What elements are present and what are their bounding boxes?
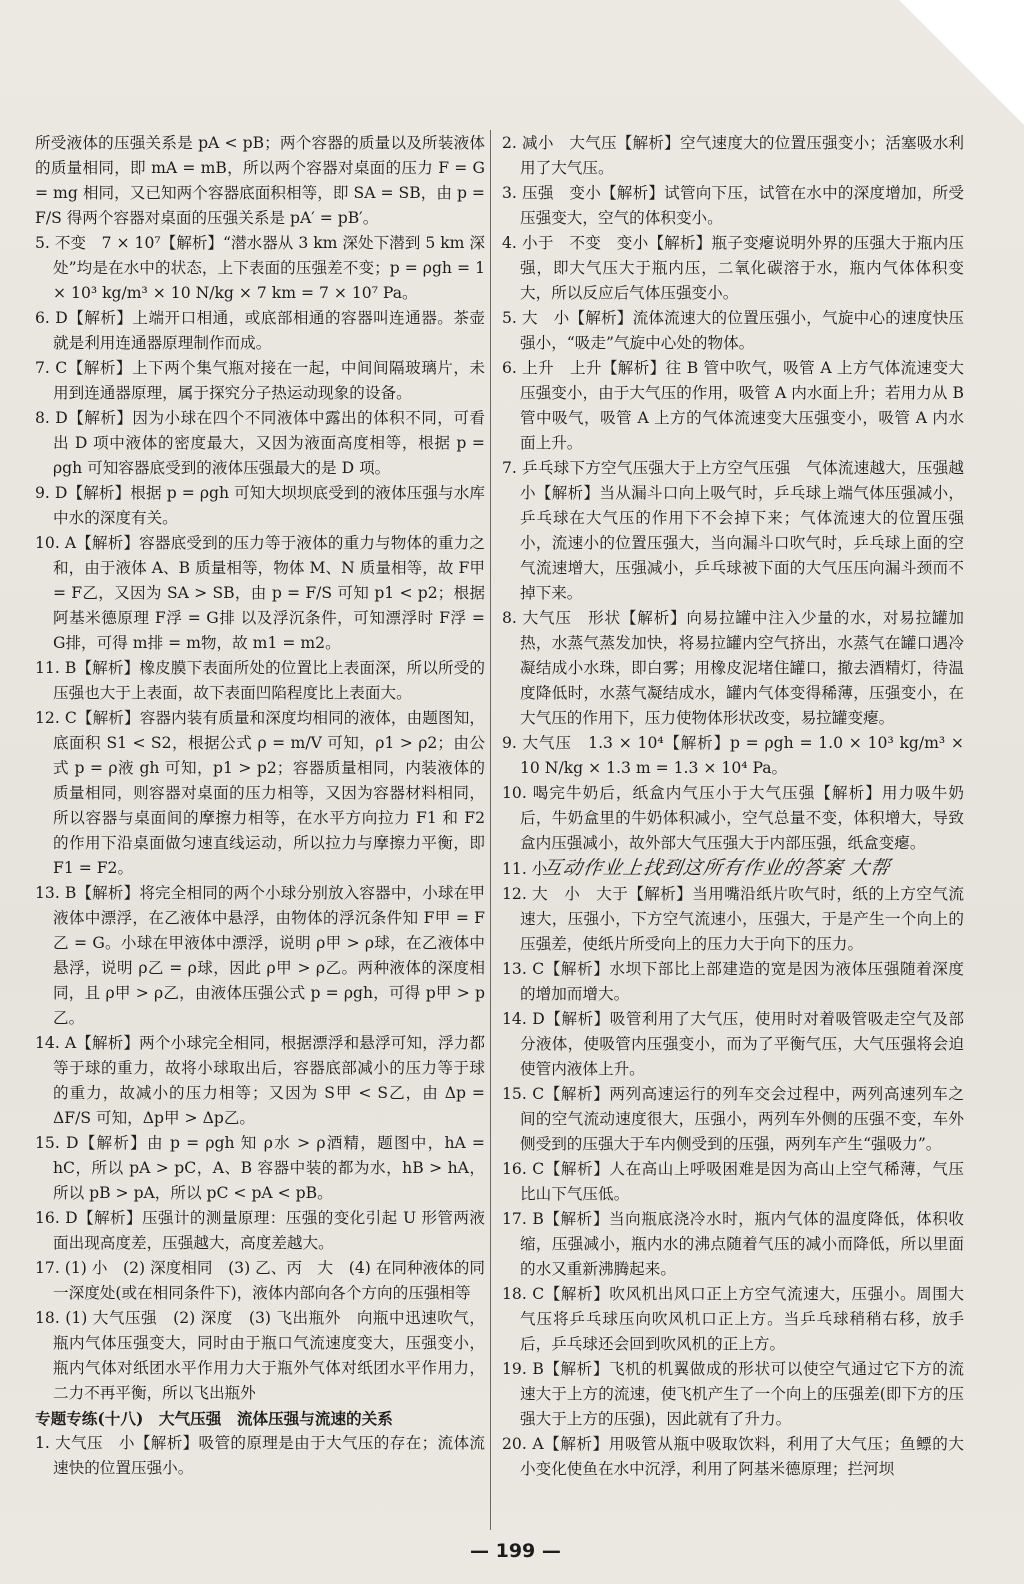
answer-5: 5. 不变 7 × 10⁷【解析】“潜水器从 3 km 深处下潜到 5 km 深处”均是在水中的状态，上下表面的压强差不变；p = ρgh = 1 × 10³ kg/m³ × 10 N/kg × 7 km = 7 × 10⁷ Pa。 [35, 234, 485, 302]
answer-8: 8. D【解析】因为小球在四个不同液体中露出的体积不同，可看出 D 项中液体的密度最大，又因为液面高度相等，根据 p = ρgh 可知容器底受到的液体压强最大的是 D 项。 [35, 409, 485, 477]
right-column [502, 131, 964, 1482]
answer-7: 7. C【解析】上下两个集气瓶对接在一起，中间间隔玻璃片，未用到连通器原理，属于探究分子热运动现象的设备。 [35, 359, 485, 402]
answer-6: 6. D【解析】上端开口相通，或底部相通的容器叫连通器。茶壶就是利用连通器原理制作而成。 [35, 309, 485, 352]
handwritten-note: 互动作业上找到这所有作业的答案 大帮 [541, 857, 893, 879]
answer-15: 15. D【解析】由 p = ρgh 知 ρ水 > ρ酒精，题图中，hA = hC，所以 pA > pC，A、B 容器中装的都为水，hB > hA，所以 pB > pA，所以 pC < pA < pB。 [35, 1134, 485, 1202]
answer-12: 12. C【解析】容器内装有质量和深度均相同的液体，由题图知，底面积 S1 < S2，根据公式 ρ = m/V 可知，ρ1 > ρ2；由公式 p = ρ液 gh 可知，p1 > p2；容器质量相同，内装液体的质量相同，则容器对桌面的压力相等，又因为容器材料相同，所以容器与桌面间的摩擦力相等，在水平方向拉力 F1 和 F2 的作用下沿桌面做匀速直线运动，所以拉力与摩擦力平衡，即 F1 = F2。 [35, 709, 485, 877]
column-divider [490, 130, 491, 1530]
answer-r16: 16. C【解析】人在高山上呼吸困难是因为高山上空气稀薄，气压比山下气压低。 [502, 1160, 964, 1203]
answer-r10: 10. 喝完牛奶后，纸盒内气压小于大气压强【解析】用力吸牛奶后，牛奶盒里的牛奶体积减小，空气总量不变，体积增大，导致盒内压强减小，故外部大气压强大于内部压强，纸盒变瘪。 [502, 784, 964, 852]
page-fold [899, 0, 1024, 125]
answer-10: 10. A【解析】容器底受到的压力等于液体的重力与物体的重力之和，由于液体 A、B 质量相等，物体 M、N 质量相等，故 F甲 = F乙，又因为 SA > SB，由 p = F/S 可知 p1 < p2；根据阿基米德原理 F浮 = G排 以及浮沉条件，可知漂浮时 F浮 = G排，可得 m排 = m物，故 m1 = m2。 [35, 534, 485, 652]
answer-9: 9. D【解析】根据 p = ρgh 可知大坝坝底受到的液体压强与水库中水的深度有关。 [35, 484, 485, 527]
answer-r12: 12. 大 小 大于【解析】当用嘴沿纸片吹气时，纸的上方空气流速大，压强小，下方空气流速小，压强大，于是产生一个向上的压强差，使纸片所受向上的压力大于向下的压力。 [502, 885, 964, 953]
answer-18: 18. (1) 大气压强 (2) 深度 (3) 飞出瓶外 向瓶中迅速吹气，瓶内气体压强变大，同时由于瓶口气流速度变大，压强变小，瓶内气体对纸团水平作用力大于瓶外气体对纸团水平作用力，二力不再平衡，所以飞出瓶外 [35, 1309, 485, 1402]
answer-r4: 4. 小于 不变 变小【解析】瓶子变瘪说明外界的压强大于瓶内压强，即大气压大于瓶内压，二氧化碳溶于水，瓶内气体体积变大，所以反应后气体压强变小。 [502, 234, 964, 302]
answer-r9: 9. 大气压 1.3 × 10⁴【解析】p = ρgh = 1.0 × 10³ kg/m³ × 10 N/kg × 1.3 m = 1.3 × 10⁴ Pa。 [502, 734, 964, 777]
answer-r20: 20. A【解析】用吸管从瓶中吸取饮料，利用了大气压；鱼鳔的大小变化使鱼在水中沉浮，利用了阿基米德原理；拦河坝 [502, 1435, 964, 1478]
answer-r5: 5. 大 小【解析】流体流速大的位置压强小，气旋中心的速度快压强小，“吸走”气旋中心处的物体。 [502, 309, 964, 352]
answer-r3: 3. 压强 变小【解析】试管向下压，试管在水中的深度增加，所受压强变大，空气的体积变小。 [502, 184, 964, 227]
answer-r18: 18. C【解析】吹风机出风口正上方空气流速大，压强小。周围大气压将乒乓球压向吹风机口正上方。当乒乓球稍稍右移，放手后，乒乓球还会回到吹风机的正上方。 [502, 1285, 964, 1353]
answer-r2: 2. 减小 大气压【解析】空气速度大的位置压强变小；活塞吸水利用了大气压。 [502, 134, 964, 177]
answer-r11 [502, 856, 964, 882]
answer-r8: 8. 大气压 形状【解析】向易拉罐中注入少量的水，对易拉罐加热，水蒸气蒸发加快，将易拉罐内空气挤出，水蒸气在罐口遇冷凝结成小水珠，即白雾；用橡皮泥堵住罐口，撤去酒精灯，待温度降低时，水蒸气凝结成水，罐内气体变得稀薄，压强变小，在大气压的作用下，压力使物体形状改变，易拉罐变瘪。 [502, 609, 964, 727]
answer-r14: 14. D【解析】吸管利用了大气压，使用时对着吸管吸走空气及部分液体，使吸管内压强变小，而为了平衡气压，大气压强将会迫使管内液体上升。 [502, 1010, 964, 1078]
continuation-text: 所受液体的压强关系是 pA < pB；两个容器的质量以及所装液体的质量相同，即 mA = mB，所以两个容器对桌面的压力 F = G = mg 相同，又已知两个容器底面积相等，即 SA = SB，由 p = F/S 得两个容器对桌面的压强关系是 pA′ = pB′。 [35, 134, 485, 227]
answer-r13: 13. C【解析】水坝下部比上部建造的宽是因为液体压强随着深度的增加而增大。 [502, 960, 964, 1003]
answer-r7: 7. 乒乓球下方空气压强大于上方空气压强 气体流速越大，压强越小【解析】当从漏斗口向上吸气时，乒乓球上端气体压强减小，乒乓球在大气压的作用下不会掉下来；气体流速大的位置压强小，流速小的位置压强大，当向漏斗口吹气时，乒乓球上面的空气流速增大，压强减小，乒乓球被下面的大气压压向漏斗颈而不掉下来。 [502, 459, 964, 602]
page-number: — 199 — [470, 1540, 561, 1562]
section-answer-1: 1. 大气压 小【解析】吸管的原理是由于大气压的存在；流体流速快的位置压强小。 [35, 1434, 485, 1477]
left-column [35, 131, 485, 1481]
answer-11: 11. B【解析】橡皮膜下表面所处的位置比上表面深，所以所受的压强也大于上表面，故下表面凹陷程度比上表面大。 [35, 659, 485, 702]
answer-r6: 6. 上升 上升【解析】往 B 管中吹气，吸管 A 上方气体流速变大压强变小，由于大气压的作用，吸管 A 内水面上升；若用力从 B 管中吸气，吸管 A 上方的气体流速变大压强变小，吸管 A 内水面上升。 [502, 359, 964, 452]
answer-14: 14. A【解析】两个小球完全相同，根据漂浮和悬浮可知，浮力都等于球的重力，故将小球取出后，容器底部减小的压力等于球的重力，故减小的压力相等；又因为 S甲 < S乙，由 Δp = ΔF/S 可知，Δp甲 > Δp乙。 [35, 1034, 485, 1127]
answer-17: 17. (1) 小 (2) 深度相同 (3) 乙、丙 大 (4) 在同种液体的同一深度处(或在相同条件下)，液体内部向各个方向的压强相等 [35, 1259, 485, 1302]
answer-r15: 15. C【解析】两列高速运行的列车交会过程中，两列高速列车之间的空气流动速度很大，压强小，两列车外侧的压强不变，车外侧受到的压强大于车内侧受到的压强，两列车产生“强吸力”。 [502, 1085, 964, 1153]
answer-r17: 17. B【解析】当向瓶底浇冷水时，瓶内气体的温度降低，体积收缩，压强减小，瓶内水的沸点随着气压的减小而降低，所以里面的水又重新沸腾起来。 [502, 1210, 964, 1278]
answer-r11-text: 11. 小 [502, 860, 548, 878]
section-title: 专题专练(十八) 大气压强 流体压强与流速的关系 [35, 1409, 393, 1428]
answer-13: 13. B【解析】将完全相同的两个小球分别放入容器中，小球在甲液体中漂浮，在乙液体中悬浮，由物体的浮沉条件知 F甲 = F乙 = G。小球在甲液体中漂浮，说明 ρ甲 > ρ球，在乙液体中悬浮，说明 ρ乙 = ρ球，因此 ρ甲 > ρ乙。两种液体的深度相同，且 ρ甲 > ρ乙，由液体压强公式 p = ρgh，可得 p甲 > p乙。 [35, 884, 485, 1027]
answer-16: 16. D【解析】压强计的测量原理：压强的变化引起 U 形管两液面出现高度差，压强越大，高度差越大。 [35, 1209, 485, 1252]
answer-r19: 19. B【解析】飞机的机翼做成的形状可以使空气通过它下方的流速大于上方的流速，使飞机产生了一个向上的压强差(即下方的压强大于上方的压强)，因此就有了升力。 [502, 1360, 964, 1428]
